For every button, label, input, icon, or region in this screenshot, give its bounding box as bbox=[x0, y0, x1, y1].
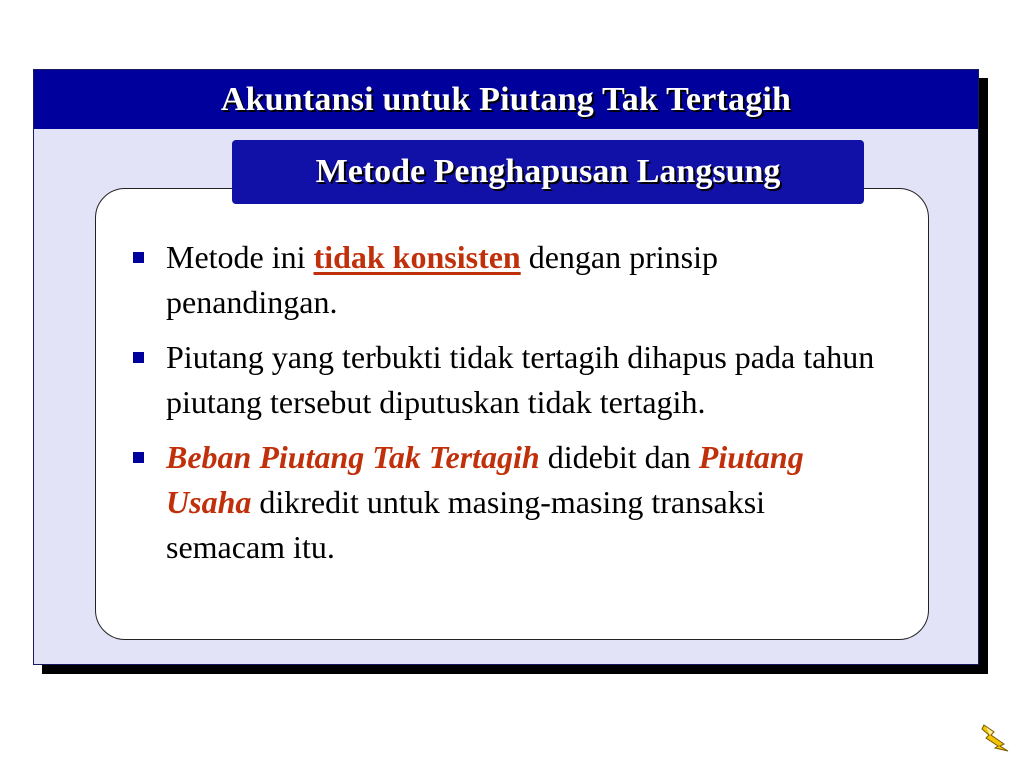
bullet-text: Metode ini bbox=[166, 239, 314, 275]
emphasis-text: Piutang Usaha bbox=[166, 439, 804, 520]
subtitle-tab bbox=[232, 140, 864, 204]
bullet-list bbox=[130, 235, 890, 580]
bullet-text: Piutang yang terbukti tidak tertagih dihapus pada tahun piutang tersebut diputuskan tidak tertagih. bbox=[166, 339, 875, 420]
bullet-item bbox=[130, 435, 890, 570]
bullet-text: dikredit untuk masing-masing transaksi semacam itu. bbox=[166, 484, 766, 565]
bullet-item bbox=[130, 235, 890, 325]
slide-subtitle: Metode Penghapusan Langsung bbox=[315, 153, 781, 190]
bullet-item bbox=[130, 335, 890, 425]
lightning-bolt-icon[interactable] bbox=[980, 722, 1010, 752]
bullet-square-icon bbox=[133, 252, 144, 263]
emphasis-text: tidak konsisten bbox=[313, 239, 521, 275]
bullet-square-icon bbox=[133, 352, 144, 363]
bullet-square-icon bbox=[133, 452, 144, 463]
bullet-text: didebit dan bbox=[539, 439, 699, 475]
title-bar bbox=[34, 70, 978, 129]
slide-title: Akuntansi untuk Piutang Tak Tertagih bbox=[220, 80, 792, 118]
slide-panel bbox=[33, 69, 979, 665]
bullet-text: dengan prinsip penandingan. bbox=[166, 239, 719, 320]
emphasis-text: Beban Piutang Tak Tertagih bbox=[166, 439, 540, 475]
